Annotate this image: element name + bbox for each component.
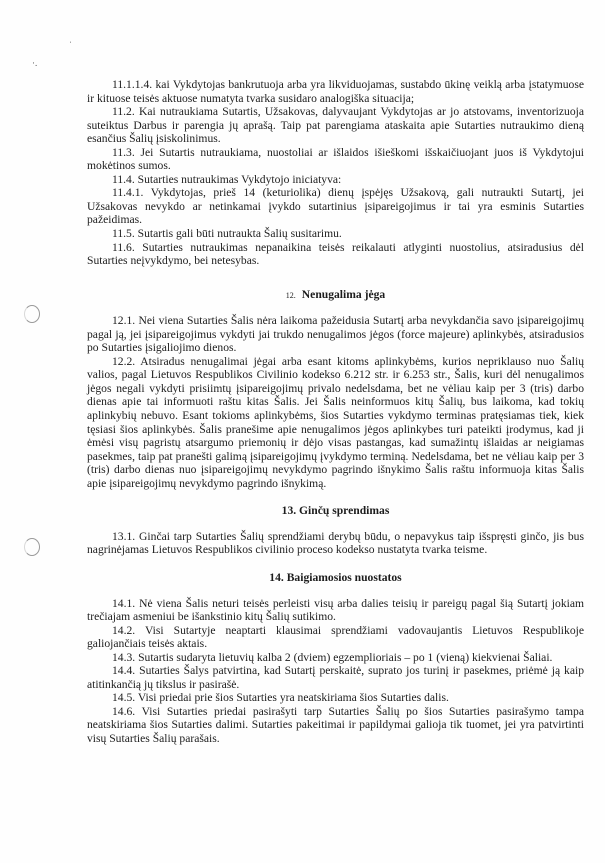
clause-11-2: 11.2. Kai nutraukiama Sutartis, Užsakovas, dalyvaujant Vykdytojas ar jo atstovams, inventorizuoja suteiktus Darbus ir parengia jų aprašą. Taip pat parengiama ataskaita apie Sutarties nutraukimo dieną esančius Šalių įsiskolinimus. xyxy=(87,105,584,146)
clause-14-3: 14.3. Sutartis sudaryta lietuvių kalba 2 (dviem) egzemplioriais – po 1 (vieną) kiekvienai Šaliai. xyxy=(112,650,553,664)
document-body xyxy=(87,78,584,746)
clause-11-5: 11.5. Sutartis gali būti nutraukta Šalių susitarimu. xyxy=(112,227,342,241)
section-12-heading xyxy=(87,288,584,303)
clause-14-4: 14.4. Sutarties Šalys patvirtina, kad Sutartį perskaitė, suprato jos turinį ir pasekmes, priėmė ją kaip atitinkančią jų tikslus ir pasirašė. xyxy=(87,664,584,691)
clause-11-6: 11.6. Sutarties nutraukimas nepanaikina teisės reikalauti atlyginti nuostolius, atsiradusius dėl Sutarties neįvykdymo, bei netesybas. xyxy=(87,240,584,268)
punch-hole-icon xyxy=(24,305,40,323)
clause-14-6: 14.6. Visi Sutarties priedai pasirašyti tarp Sutarties Šalių po šios Sutarties pasirašymo tampa neatskiriama šios Sutarties dalimi. Sutarties pakeitimai ir papildymai galioja tik tuomet, jei yra patvirtinti visų Sutarties Šalių parašais. xyxy=(87,704,584,745)
clause-12-1: 12.1. Nei viena Sutarties Šalis nėra laikoma pažeidusia Sutartį arba nevykdančia savo įsipareigojimų pagal ją, jei įsipareigojimus vykdyti jai trukdo nenugalimos jėgos (force majeure) aplinkybės, atsiradusios po Sutarties įsigaliojimo dienos. xyxy=(87,314,584,355)
scan-artifact-tick: ˌ xyxy=(69,33,72,43)
section-12-title: Nenugalima jėga xyxy=(301,287,386,301)
clause-11-4: 11.4. Sutarties nutraukimas Vykdytojo iniciatyva: xyxy=(112,172,342,186)
section-14-heading: 14. Baigiamosios nuostatos xyxy=(269,570,402,584)
clause-12-2: 12.2. Atsiradus nenugalimai jėgai arba esant kitoms aplinkybėms, kurios nepriklauso nuo Šalių valios, pagal Lietuvos Respublikos Civilinio kodekso 6.212 str. ir 6.253 str., Šalis, kuri dėl nenugalimos jėgos negali vykdyti prisiimtų įsipareigojimų privalo nedelsdama, bet ne vėliau kaip per 3 (tris) darbo dienas apie tai informuoti raštu kitas Šalis. Jei Šalis neinformuos kitų Šalių, bus laikoma, kad tokių aplinkybių nebuvo. Esant tokioms aplinkybėms, šios Sutarties vykdymo terminas pratęsiamas tiek, kiek tęsiasi šios aplinkybės. Šalis pranešime apie nenugalimos jėgos aplinkybes turi pateikti įrodymus, kad ji ėmėsi visų pagristų atsargumo priemonių ir dėjo visas pastangas, kad sumažintų išlaidas ar neigiamas pasekmes, taip pat pranešti galimą įsipareigojimų įvykdymo terminą. Nedelsdama, bet ne vėliau kaip per 3 (tris) darbo dienas nuo įsipareigojimų nevykdymo pagrindo išnykimo Šalis raštu informuoja kitas Šalis apie įsipareigojimų nevykdymo pagrindo išnykimą. xyxy=(87,354,584,490)
clause-11-3: 11.3. Jei Sutartis nutraukiama, nuostoliai ar išlaidos išieškomi išskaičiuojant juos iš Vykdytojui mokėtinos sumos. xyxy=(87,145,584,173)
clause-14-1: 14.1. Nė viena Šalis neturi teisės perleisti visų arba dalies teisių ir pareigų pagal šią Sutartį jokiam trečiajam asmeniui be išankstinio kitų Šalių sutikimo. xyxy=(87,596,584,624)
section-12-number: 12. xyxy=(285,290,296,300)
clause-11-4-1: 11.4.1. Vykdytojas, prieš 14 (keturiolika) dienų įspėjęs Užsakovą, gali nutraukti Sutartį, jei Užsakovas nevykdo ar netinkamai įvykdo sutartinius įsipareigojimus ir tai yra esminis Sutarties pažeidimas. xyxy=(87,186,584,227)
clause-14-2: 14.2. Visi Sutartyje neaptarti klausimai sprendžiami vadovaujantis Lietuvos Respublikoje galiojančiais teisės aktais. xyxy=(87,623,584,651)
section-13-heading: 13. Ginčų sprendimas xyxy=(281,504,390,518)
punch-hole-icon xyxy=(24,538,40,556)
clause-14-5: 14.5. Visi priedai prie šios Sutarties yra neatskiriama šios Sutarties dalis. xyxy=(112,691,449,705)
scan-artifact-dots: ·. xyxy=(32,58,38,68)
clause-13-1: 13.1. Ginčai tarp Sutarties Šalių sprendžiami derybų būdu, o nepavykus taip išspręsti ginčo, jis bus nagrinėjamas Lietuvos Respublikos civilinio proceso kodekso nustatyta tvarka teisme. xyxy=(87,529,584,557)
clause-11-1-1-4: 11.1.1.4. kai Vykdytojas bankrutuoja arba yra likviduojamas, sustabdo ūkinę veiklą arba įstatymuose ir kituose teisės aktuose numatyta tvarka susidaro analogiška situacija; xyxy=(87,78,584,105)
